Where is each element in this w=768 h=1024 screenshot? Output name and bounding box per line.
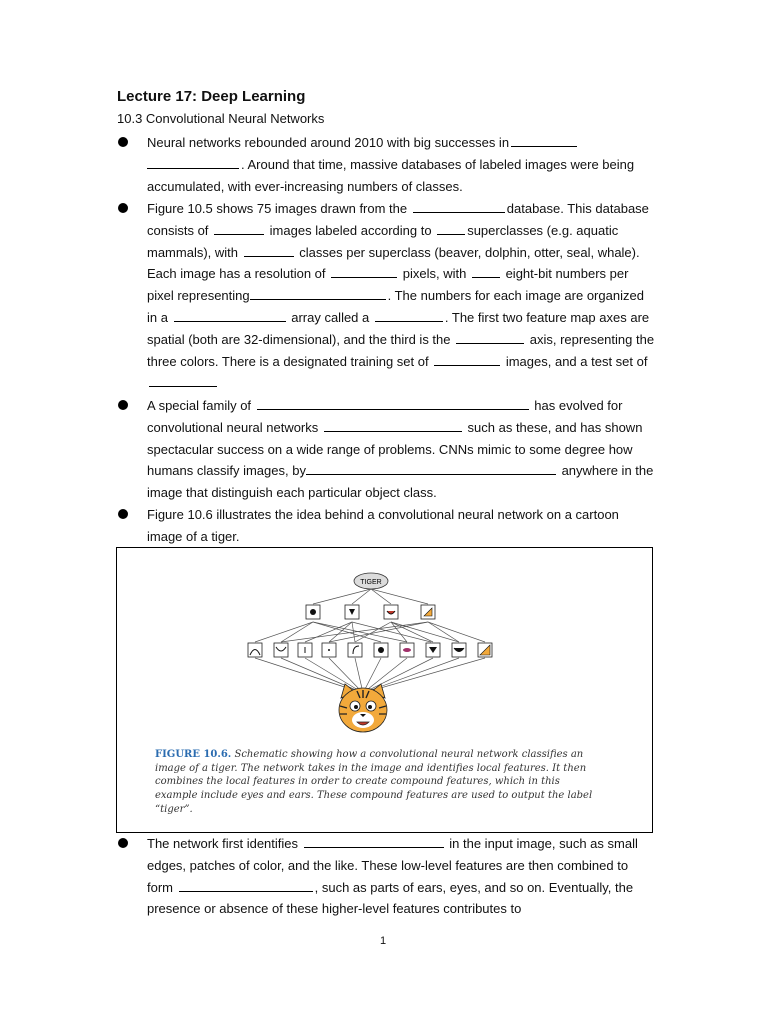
compound-feature-nodes <box>306 605 435 619</box>
figure-caption <box>155 748 595 817</box>
text-segment: A special family of <box>147 398 252 413</box>
paragraph-3 <box>147 395 657 504</box>
bullet-marker <box>118 400 128 410</box>
text-segment: . Around that time, massive databases of labeled images were being accumulated, with ever-increasing numbers of classes. <box>147 156 635 194</box>
bullet-marker <box>118 203 128 213</box>
text-segment: images labeled according to <box>269 222 432 238</box>
text-segment: has evolved for convolutional neural networks <box>147 398 623 435</box>
fill-in-blank[interactable] <box>147 155 239 169</box>
page-title: Lecture 17: Deep Learning <box>117 88 306 105</box>
fill-in-blank[interactable] <box>149 373 217 387</box>
fill-in-blank[interactable] <box>434 352 500 366</box>
fill-in-blank[interactable] <box>331 264 397 278</box>
bullet-marker <box>118 509 128 519</box>
bullet-marker <box>118 838 128 848</box>
paragraph-5 <box>147 833 657 920</box>
fill-in-blank[interactable] <box>250 286 386 300</box>
bullet-marker <box>118 137 128 147</box>
fill-in-blank[interactable] <box>304 834 444 848</box>
fill-in-blank[interactable] <box>375 308 443 322</box>
text-segment: . The numbers for each image are organized in a <box>147 288 644 325</box>
fill-in-blank[interactable] <box>257 396 529 410</box>
figure-box <box>116 547 653 833</box>
page-number: 1 <box>380 935 387 947</box>
text-segment: array called a <box>291 309 370 325</box>
cnn-schematic <box>117 548 652 738</box>
text-segment: . The first two feature map axes are spatial (both are 32-dimensional), and the third is the <box>147 309 650 347</box>
text-segment: superclasses (e.g. aquatic mammals), with <box>147 222 619 260</box>
fill-in-blank[interactable] <box>324 418 462 432</box>
output-node-label: TIGER <box>360 579 382 586</box>
text-segment: Neural networks rebounded around 2010 with big successes in <box>147 135 510 150</box>
fill-in-blank[interactable] <box>456 330 524 344</box>
text-segment: eight-bit numbers per pixel representing <box>147 266 629 304</box>
caption-text: Schematic showing how a convolutional neural network classifies an image of a tiger. The network takes in the image and identifies local features. It then combines the local features in order to create compound features, which in this example include eyes and ears. These compound features are used to output the label “tiger”. <box>155 749 593 815</box>
paragraph-2 <box>147 198 657 394</box>
text-segment: database. This database consists of <box>147 201 649 238</box>
fill-in-blank[interactable] <box>244 243 294 257</box>
fill-in-blank[interactable] <box>511 133 577 147</box>
connection-lines <box>255 589 485 693</box>
text-segment: pixels, with <box>402 266 467 282</box>
text-segment: axis, representing the three colors. There is a designated training set of <box>147 331 655 369</box>
text-segment: such as these, and has shown spectacular success on a wide range of problems. CNNs mimic to some degree how humans classify images, by <box>147 419 643 479</box>
paragraph-4 <box>147 504 657 548</box>
fill-in-blank[interactable] <box>472 264 500 278</box>
text-segment: images, and a test set of <box>505 353 648 369</box>
fill-in-blank[interactable] <box>214 221 264 235</box>
paragraph-1 <box>147 132 657 197</box>
text-segment: classes per superclass (beaver, dolphin, otter, seal, whale). Each image has a resolution of <box>147 244 640 282</box>
fill-in-blank[interactable] <box>437 221 465 235</box>
fill-in-blank[interactable] <box>179 878 313 892</box>
fill-in-blank[interactable] <box>413 199 505 213</box>
text-segment: Figure 10.6 illustrates the idea behind a convolutional neural network on a cartoon image of a tiger. <box>147 507 619 544</box>
text-segment: anywhere in the image that distinguish each particular object class. <box>147 463 654 501</box>
tiger-input-image <box>339 684 387 732</box>
fill-in-blank[interactable] <box>174 308 286 322</box>
text-segment: , such as parts of ears, eyes, and so on. Eventually, the presence or absence of these higher-level features contributes to <box>147 879 634 917</box>
text-segment: in the input image, such as small edges, patches of color, and the like. These low-level features are then combined to form <box>147 836 638 895</box>
section-subtitle: 10.3 Convolutional Neural Networks <box>117 111 325 126</box>
figure-label: FIGURE 10.6. <box>155 749 232 760</box>
text-segment: The network first identifies <box>147 836 299 851</box>
text-segment: Figure 10.5 shows 75 images drawn from the <box>147 201 408 216</box>
fill-in-blank[interactable] <box>306 461 556 475</box>
